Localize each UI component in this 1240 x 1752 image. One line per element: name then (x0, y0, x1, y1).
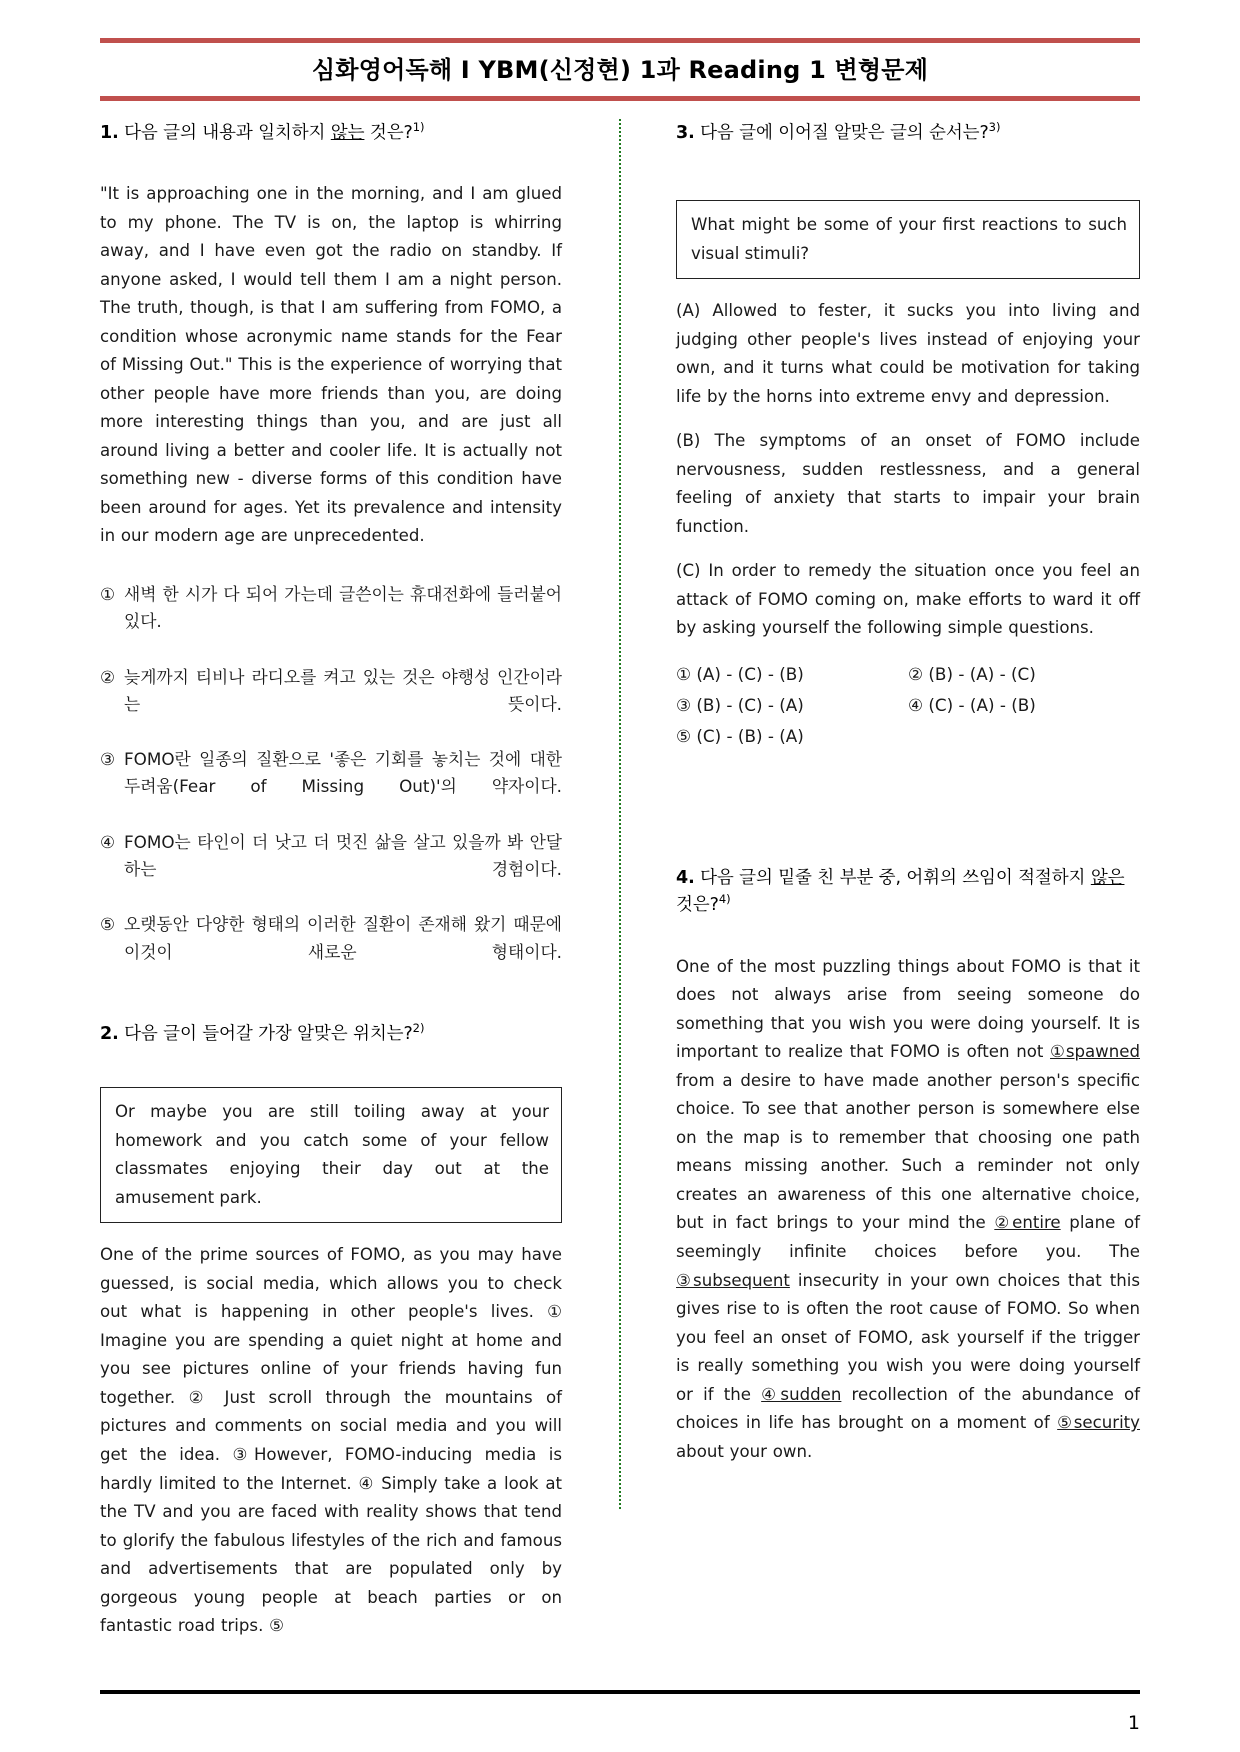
spacer (100, 154, 562, 180)
question-1-number: 1. (100, 122, 119, 143)
underlined-vocab[interactable]: ③subsequent (676, 1270, 790, 1290)
choice-marker: ③ (100, 749, 116, 770)
underlined-vocab[interactable]: ①spawned (1050, 1042, 1140, 1062)
spacer (676, 826, 1140, 866)
choice-label: 늦게까지 티비나 라디오를 켜고 있는 것은 야행성 인간이라는 뜻이다. (124, 666, 562, 714)
question-4-prompt-before: 다음 글의 밑줄 친 부분 중, 어휘의 쓰임이 적절하지 (694, 868, 1091, 889)
choice-marker: ④ (100, 831, 116, 852)
choice-label: FOMO는 타인이 더 낫고 더 멋진 삶을 살고 있을까 봐 안달하는 경험이다. (124, 831, 562, 879)
choice-label: FOMO란 일종의 질환으로 '좋은 기회를 놓치는 것에 대한 두려움(Fear of Missing Out)'의 약자이다. (124, 749, 562, 797)
underlined-vocab[interactable]: ⑤security (1057, 1413, 1141, 1433)
question-3-paragraph-c: (C) In order to remedy the situation once you feel an attack of FOMO coming on, make efforts to ward it off by asking yourself the following simple questions. (676, 561, 1140, 638)
choice-item[interactable]: ③ (B) - (C) - (A) (676, 694, 804, 715)
choice-item[interactable]: ⑤ (C) - (B) - (A) (676, 726, 804, 747)
question-2-passage: One of the prime sources of FOMO, as you may have guessed, is social media, which allows you to check out what is happening in other people's lives. ① Imagine you are spending a quiet night at home and you see pictures online of your friends having fun together. ② Just scroll through the mountains of pictures and comments on social media and you will get the idea. ③However, FOMO-inducing media is hardly limited to the Internet. ④ Simply take a look at the TV and you are faced with reality shows that tend to glorify the fabulous lifestyles of the rich and famous and advertisements that are populated only by gorgeous young people at beach parties or on fantastic road trips. ⑤ (100, 1245, 562, 1636)
page-title: 심화영어독해 I YBM(신정현) 1과 Reading 1 변형문제 (311, 56, 929, 84)
choice-item[interactable] (100, 581, 562, 663)
question-1-passage: "It is approaching one in the morning, and I am glued to my phone. The TV is on, the laptop is whirring away, and I have even got the radio on standby. If anyone asked, I would tell them I am a night person. The truth, though, is that I am suffering from FOMO, a condition whose acronymic name stands for the Fear of Missing Out." This is the experience of worrying that other people have more friends than you, are doing more interesting things than you, and are just all around living a better and cooler life. It is actually not something new - diverse forms of this condition have been around for ages. Yet its prevalence and intensity in our modern age are unprecedented. (100, 184, 562, 546)
question-3-prompt: 다음 글에 이어질 알맞은 글의 순서는? (694, 122, 989, 143)
spacer (100, 567, 562, 581)
page-number: 1 (1127, 1712, 1140, 1734)
question-1-prompt-before: 다음 글의 내용과 일치하지 (118, 122, 331, 143)
question-1-prompt-underline: 않는 (330, 122, 365, 143)
question-2-prompt: 다음 글이 들어갈 가장 알맞은 위치는? (118, 1023, 413, 1044)
choice-item[interactable] (100, 664, 562, 746)
choice-item[interactable]: ① (A) - (C) - (B) (676, 663, 804, 684)
spacer (100, 994, 562, 1020)
column-divider-line (619, 119, 621, 1509)
spacer (676, 927, 1140, 953)
question-3-number: 3. (676, 122, 695, 143)
question-3-heading (676, 119, 1140, 146)
question-2-stimulus-box (100, 1087, 562, 1223)
passage-text: plane of seemingly infinite choices before you. The (676, 1213, 1140, 1261)
question-1-choices (100, 581, 562, 993)
question-2-number: 2. (100, 1023, 119, 1044)
column-divider (570, 119, 670, 1549)
spacer (676, 154, 1140, 194)
underlined-vocab[interactable]: ②entire (994, 1213, 1061, 1233)
question-4-number: 4. (676, 868, 695, 889)
question-3-paragraph-a: (A) Allowed to fester, it sucks you into living and judging other people's lives instead of enjoying your own, and it turns what could be motivation for taking life by the horns into extreme envy and depression. (676, 301, 1140, 406)
question-3-footnote: 3) (988, 119, 1001, 134)
question-4-prompt-after: 것은? (676, 895, 719, 916)
choice-marker: ② (100, 666, 116, 687)
footer-rule (100, 1690, 1140, 1694)
question-3-stimulus-box (676, 200, 1140, 279)
passage-text: about your own. (676, 1441, 813, 1461)
passage-text: One of the most puzzling things about FOMO is that it does not always arise from seeing someone do something that you wish you were doing yourself. It is important to realize that FOMO is often not (676, 956, 1140, 1062)
header-rule-bottom (100, 96, 1140, 101)
choice-item[interactable] (100, 746, 562, 828)
choice-label: 오랫동안 다양한 형태의 이러한 질환이 존재해 왔기 때문에 이것이 새로운 형태이다. (124, 914, 562, 962)
left-column (100, 119, 570, 1636)
passage-text: recollection of the abundance of choices in life has brought on a moment of (676, 1384, 1140, 1433)
spacer (100, 1055, 562, 1081)
question-4-footnote: 4) (718, 892, 731, 907)
question-1-prompt-after: 것은? (364, 122, 413, 143)
choice-row (676, 721, 1140, 752)
question-4-prompt-underline: 않은 (1090, 868, 1125, 889)
choice-item[interactable]: ④ (C) - (A) - (B) (908, 694, 1036, 715)
choice-item[interactable]: ② (B) - (A) - (C) (908, 663, 1036, 684)
passage-text: from a desire to have made another person's specific choice. To see that another person is somewhere else on the map is to remember that choosing one path means missing another. Such a reminder not only creates an awareness of this one alternative choice, but in fact brings to your mind the (676, 1070, 1140, 1233)
question-1-footnote: 1) (412, 119, 425, 134)
question-2-footnote: 2) (412, 1020, 425, 1035)
choice-item[interactable] (100, 911, 562, 993)
choice-marker: ⑤ (100, 914, 116, 935)
question-1-heading (100, 119, 562, 146)
two-column-body (100, 119, 1141, 1636)
choice-spacer (908, 721, 1140, 752)
passage-text: insecurity in your own choices that this gives rise to is often the root cause of FOMO. So when you feel an onset of FOMO, ask yourself if the trigger is really something you wish you were doing yourself or if the (676, 1270, 1140, 1404)
choice-row (676, 659, 1140, 690)
choice-item[interactable] (100, 829, 562, 911)
question-3-paragraph-b: (B) The symptoms of an onset of FOMO include nervousness, sudden restlessness, and a general feeling of anxiety that starts to impair your brain function. (676, 431, 1140, 536)
question-3-choices (676, 659, 1140, 752)
question-4-passage (676, 953, 1140, 1467)
question-3-stimulus-text: What might be some of your first reactions to such visual stimuli? (691, 215, 1127, 263)
choice-row (676, 690, 1140, 721)
underlined-vocab[interactable]: ④sudden (761, 1384, 842, 1404)
choice-marker: ① (100, 583, 116, 604)
spacer (676, 752, 1140, 826)
question-4-heading (676, 866, 1140, 919)
choice-label: 새벽 한 시가 다 되어 가는데 글쓴이는 휴대전화에 들러붙어 있다. (124, 583, 562, 632)
question-2-heading (100, 1020, 562, 1047)
right-column (670, 119, 1140, 1549)
question-2-stimulus-text: Or maybe you are still toiling away at your homework and you catch some of your fellow classmates enjoying their day out at the amusement park. (115, 1102, 549, 1207)
